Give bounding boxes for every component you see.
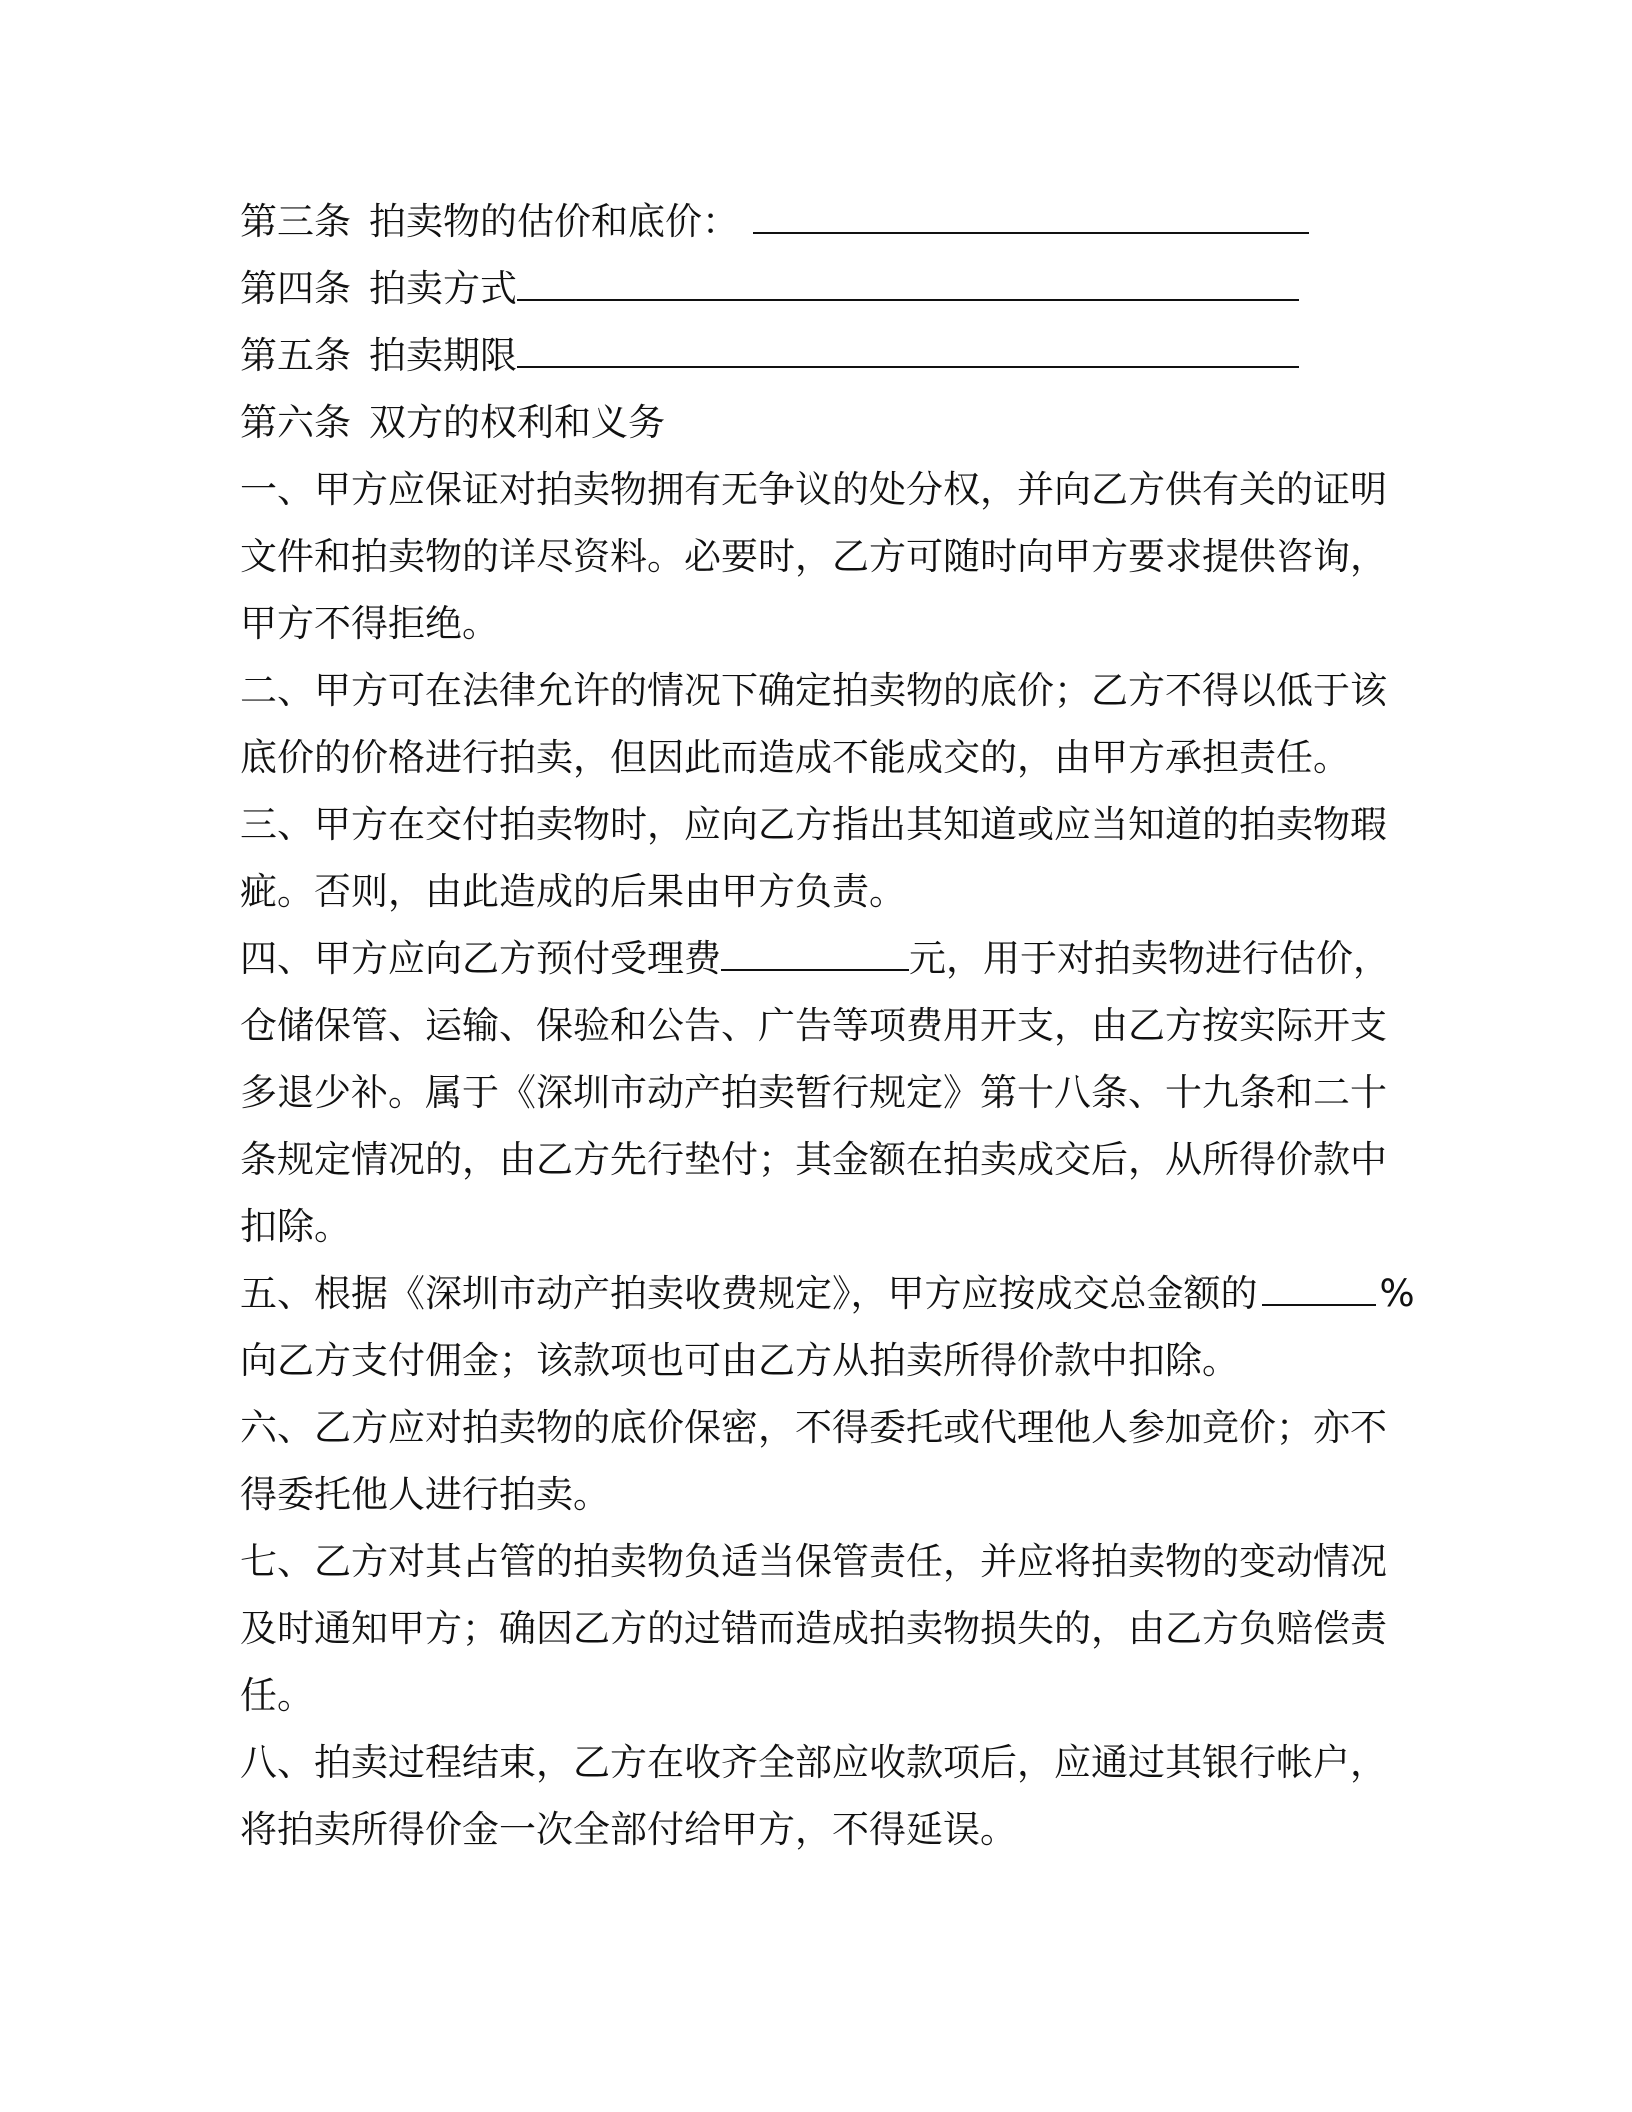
article-6 <box>240 389 1390 456</box>
clause-3-line: 疵。否则，由此造成的后果由甲方负责。 <box>240 870 906 913</box>
clause-2-line: 二、甲方可在法律允许的情况下确定拍卖物的底价；乙方不得以低于该 <box>240 669 1387 712</box>
clause-4-line: 仓储保管、运输、保验和公告、广告等项费用开支，由乙方按实际开支 <box>240 1004 1387 1047</box>
clause-2-line: 底价的价格进行拍卖，但因此而造成不能成交的，由甲方承担责任。 <box>240 736 1350 779</box>
clause-4-text-before: 四、甲方应向乙方预付受理费 <box>240 937 721 980</box>
clause-4-text-after: 元，用于对拍卖物进行估价， <box>909 937 1390 980</box>
article-4-title: 拍卖方式 <box>369 267 517 310</box>
clause-1-line: 文件和拍卖物的详尽资料。必要时，乙方可随时向甲方要求提供咨询， <box>240 535 1387 578</box>
article-5 <box>240 322 1390 389</box>
clause-6-line: 六、乙方应对拍卖物的底价保密，不得委托或代理他人参加竞价；亦不 <box>240 1406 1387 1449</box>
clause-5-line: 向乙方支付佣金；该款项也可由乙方从拍卖所得价款中扣除。 <box>240 1339 1239 1382</box>
article-3-title: 拍卖物的估价和底价： <box>369 200 739 243</box>
clause-5-text-before: 五、根据《深圳市动产拍卖收费规定》，甲方应按成交总金额的 <box>240 1272 1258 1315</box>
handling-fee-blank-field[interactable] <box>721 927 909 971</box>
article-4 <box>240 255 1390 322</box>
clause-4-line: 条规定情况的，由乙方先行垫付；其金额在拍卖成交后，从所得价款中 <box>240 1138 1387 1181</box>
article-3-blank-field[interactable] <box>753 190 1309 234</box>
clause-1-line: 甲方不得拒绝。 <box>240 602 499 645</box>
article-5-label: 第五条 <box>240 334 351 377</box>
article-5-title: 拍卖期限 <box>369 334 517 377</box>
clause-6-line: 得委托他人进行拍卖。 <box>240 1473 610 1516</box>
contract-body <box>240 188 1415 1863</box>
article-6-label: 第六条 <box>240 401 351 444</box>
article-3 <box>240 188 1390 255</box>
clause-7-line: 及时通知甲方；确因乙方的过错而造成拍卖物损失的，由乙方负赔偿责 <box>240 1607 1387 1650</box>
clause-5-percent-sign: % <box>1379 1272 1415 1315</box>
clause-3-line: 三、甲方在交付拍卖物时，应向乙方指出其知道或应当知道的拍卖物瑕 <box>240 803 1387 846</box>
commission-percent-blank-field[interactable] <box>1262 1262 1376 1306</box>
article-3-label: 第三条 <box>240 200 351 243</box>
article-5-blank-field[interactable] <box>517 324 1299 368</box>
clause-7-line: 七、乙方对其占管的拍卖物负适当保管责任，并应将拍卖物的变动情况 <box>240 1540 1387 1583</box>
clause-7-line: 任。 <box>240 1674 314 1717</box>
clause-1-line: 一、甲方应保证对拍卖物拥有无争议的处分权，并向乙方供有关的证明 <box>240 468 1387 511</box>
clause-8-line: 八、拍卖过程结束，乙方在收齐全部应收款项后，应通过其银行帐户， <box>240 1741 1387 1784</box>
article-4-label: 第四条 <box>240 267 351 310</box>
article-4-blank-field[interactable] <box>517 257 1299 301</box>
article-6-title: 双方的权利和义务 <box>369 401 665 444</box>
clause-8-line: 将拍卖所得价金一次全部付给甲方，不得延误。 <box>240 1808 1017 1851</box>
clause-4-first-line <box>240 925 1390 992</box>
clause-4-line: 多退少补。属于《深圳市动产拍卖暂行规定》第十八条、十九条和二十 <box>240 1071 1387 1114</box>
clause-4-line: 扣除。 <box>240 1205 351 1248</box>
clause-5-first-line <box>240 1260 1415 1327</box>
